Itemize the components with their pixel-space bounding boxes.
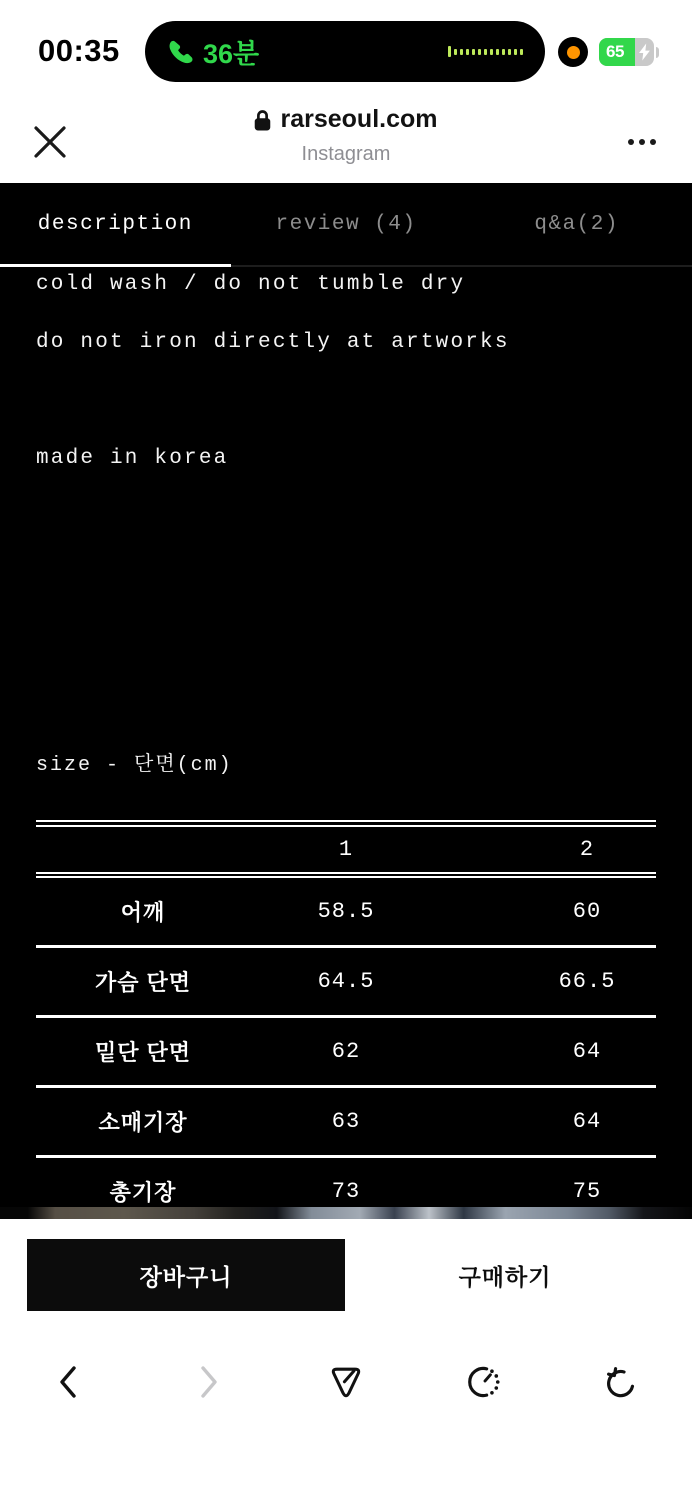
browser-app-label: Instagram bbox=[301, 143, 391, 165]
size-table-header-row bbox=[36, 827, 656, 872]
back-chevron-icon bbox=[52, 1363, 86, 1401]
tab-review[interactable]: review (4) bbox=[275, 212, 417, 236]
browser-navbar bbox=[0, 1340, 692, 1424]
nav-share-button[interactable] bbox=[277, 1340, 415, 1424]
site-title-row[interactable] bbox=[0, 105, 692, 134]
size-table bbox=[36, 820, 656, 1227]
nav-reload-button[interactable] bbox=[554, 1340, 692, 1424]
table-row-total-length: 총기장 73 75 bbox=[109, 1179, 602, 1205]
charging-bolt-icon bbox=[638, 43, 651, 61]
table-row-shoulder: 어깨 58.5 60 bbox=[120, 899, 602, 925]
record-dot-icon bbox=[567, 46, 580, 59]
lock-icon bbox=[254, 109, 271, 131]
description-tabbar bbox=[0, 183, 692, 267]
size-heading: size - 단면(cm) bbox=[36, 754, 233, 777]
browser-header bbox=[0, 90, 692, 183]
table-row-chest: 가슴 단면 64.5 66.5 bbox=[94, 969, 616, 995]
care-instruction-line-2: do not iron directly at artworks bbox=[36, 331, 510, 354]
origin-line: made in korea bbox=[36, 447, 229, 470]
size-col-2-header: 2 bbox=[579, 836, 595, 862]
more-options-button[interactable] bbox=[616, 124, 668, 160]
reload-icon bbox=[605, 1364, 641, 1400]
status-time: 00:35 bbox=[38, 33, 120, 68]
product-photo-strip bbox=[0, 1207, 692, 1219]
call-activity-dots bbox=[448, 46, 524, 57]
active-tab-underline bbox=[0, 264, 231, 267]
battery-cap bbox=[656, 47, 660, 58]
add-to-cart-button[interactable]: 장바구니 bbox=[27, 1239, 345, 1311]
nav-forward-button[interactable] bbox=[138, 1340, 276, 1424]
forward-chevron-icon bbox=[191, 1363, 225, 1401]
phone-icon bbox=[167, 39, 193, 65]
product-description-panel bbox=[0, 183, 692, 1207]
nav-back-button[interactable] bbox=[0, 1340, 138, 1424]
dashed-clock-icon bbox=[466, 1364, 502, 1400]
table-rule-bottom bbox=[36, 1225, 656, 1227]
site-domain-label: rarseoul.com bbox=[280, 105, 438, 133]
battery-percent-label: 65 bbox=[606, 42, 624, 61]
tab-qa[interactable]: q&a(2) bbox=[534, 212, 619, 236]
battery-indicator bbox=[599, 38, 661, 66]
dynamic-island-call-pill[interactable] bbox=[145, 21, 545, 82]
ellipsis-icon bbox=[628, 139, 635, 146]
care-instruction-line-1: cold wash / do not tumble dry bbox=[36, 273, 466, 296]
share-send-icon bbox=[328, 1364, 364, 1400]
table-row-hem: 밑단 단면 62 64 bbox=[94, 1039, 602, 1065]
tab-description[interactable]: description bbox=[37, 212, 193, 236]
call-duration-label: 36분 bbox=[203, 39, 260, 69]
buy-now-button[interactable]: 구매하기 bbox=[345, 1239, 665, 1311]
table-row-sleeve: 소매기장 63 64 bbox=[98, 1109, 602, 1135]
nav-history-button[interactable] bbox=[415, 1340, 553, 1424]
screen-record-indicator[interactable] bbox=[558, 37, 588, 67]
size-col-1-header: 1 bbox=[338, 836, 354, 862]
